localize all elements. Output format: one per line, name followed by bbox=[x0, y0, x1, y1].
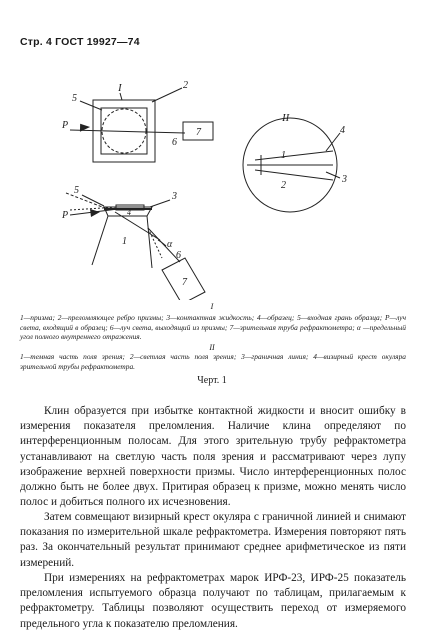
label-figure-II: II bbox=[282, 112, 290, 124]
page-header: Стр. 4 ГОСТ 19927—74 bbox=[20, 36, 140, 48]
legend-text-II: 1—темная часть поля зрения; 2—светлая часть поля зрения; 3—граничная линия; 4—визирный крест окуляра зрительной трубы рефрактометра. bbox=[20, 352, 406, 371]
label-figure-I: I bbox=[118, 82, 122, 94]
label-P: P bbox=[62, 120, 69, 131]
label-4: 4 bbox=[127, 208, 131, 217]
ray-P bbox=[70, 130, 185, 133]
label-5: 5 bbox=[72, 93, 77, 104]
label-1-II: 1 bbox=[281, 150, 286, 161]
alpha-arc bbox=[158, 240, 166, 246]
legend-title-I: I bbox=[210, 302, 214, 311]
label-alpha: α bbox=[167, 239, 173, 250]
leader-4-II bbox=[326, 133, 340, 151]
leader-2 bbox=[152, 88, 182, 102]
leader-3-II bbox=[326, 172, 340, 178]
normal-line bbox=[148, 228, 162, 258]
label-2-II: 2 bbox=[281, 180, 286, 191]
figure-1 bbox=[0, 0, 424, 300]
paragraph-2: Затем совмещают визирный крест окуляра с граничной линией и снимают показания по измерительной шкале рефрактометра. Измерения повторяют пять раз. За окончательный результат принимают среднее арифметическое из пяти измерений. bbox=[20, 511, 406, 569]
label-4-II: 4 bbox=[340, 125, 345, 136]
label-6-side: 6 bbox=[176, 250, 181, 261]
legend-text-I: 1—призма; 2—преломляющее ребро призмы; 3—контактная жидкость; 4—образец; 5—входная грань образца; P—луч света, входящий в образец; 6—луч света, выходящий из призмы; 7—зрительная труба рефрактометра; α —предельный угол полного внутреннего отражения. bbox=[20, 313, 406, 342]
label-7: 7 bbox=[196, 127, 201, 138]
leader-I bbox=[120, 93, 122, 100]
leader-5 bbox=[80, 101, 102, 110]
paragraph-3: При измерениях на рефрактометрах марок ИРФ-23, ИРФ-25 показатель преломления испытуемого образца получают по таблицам, прилагаемым к рефрактометру. Таблицы позволяют осуществить переход от измеряемого предельного угла к показателю преломления. bbox=[20, 572, 406, 630]
legend-title-II: II bbox=[209, 343, 215, 352]
arrow-P-side bbox=[90, 209, 100, 217]
crosshair-2 bbox=[255, 170, 333, 180]
label-5-side: 5 bbox=[74, 185, 79, 196]
label-2: 2 bbox=[183, 80, 188, 91]
label-P-side: P bbox=[62, 210, 69, 221]
prism-right-edge bbox=[147, 216, 152, 268]
crosshair-1 bbox=[255, 151, 333, 160]
prism-left-edge bbox=[92, 216, 108, 265]
leader-3 bbox=[150, 200, 170, 207]
label-3-II: 3 bbox=[342, 174, 347, 185]
label-1: 1 bbox=[122, 236, 127, 247]
figure-caption: Черт. 1 bbox=[197, 375, 227, 386]
label-6: 6 bbox=[172, 137, 177, 148]
label-3: 3 bbox=[172, 191, 177, 202]
paragraph-1: Клин образуется при избытке контактной жидкости и вносит ошибку в измерения показателя преломления. Наличие клина определяют по интерференционным полосам. Для этого зрительную трубу рефрактометра устанавливают на светлую часть поля зрения и рассматривают через лупу изображение верхней поверхности призмы. Число интерференционных полос должно быть не более двух. Притирая образец к призме, можно менять число полос и добиться полного их исчезновения. bbox=[20, 405, 406, 509]
label-7-side: 7 bbox=[182, 277, 187, 288]
